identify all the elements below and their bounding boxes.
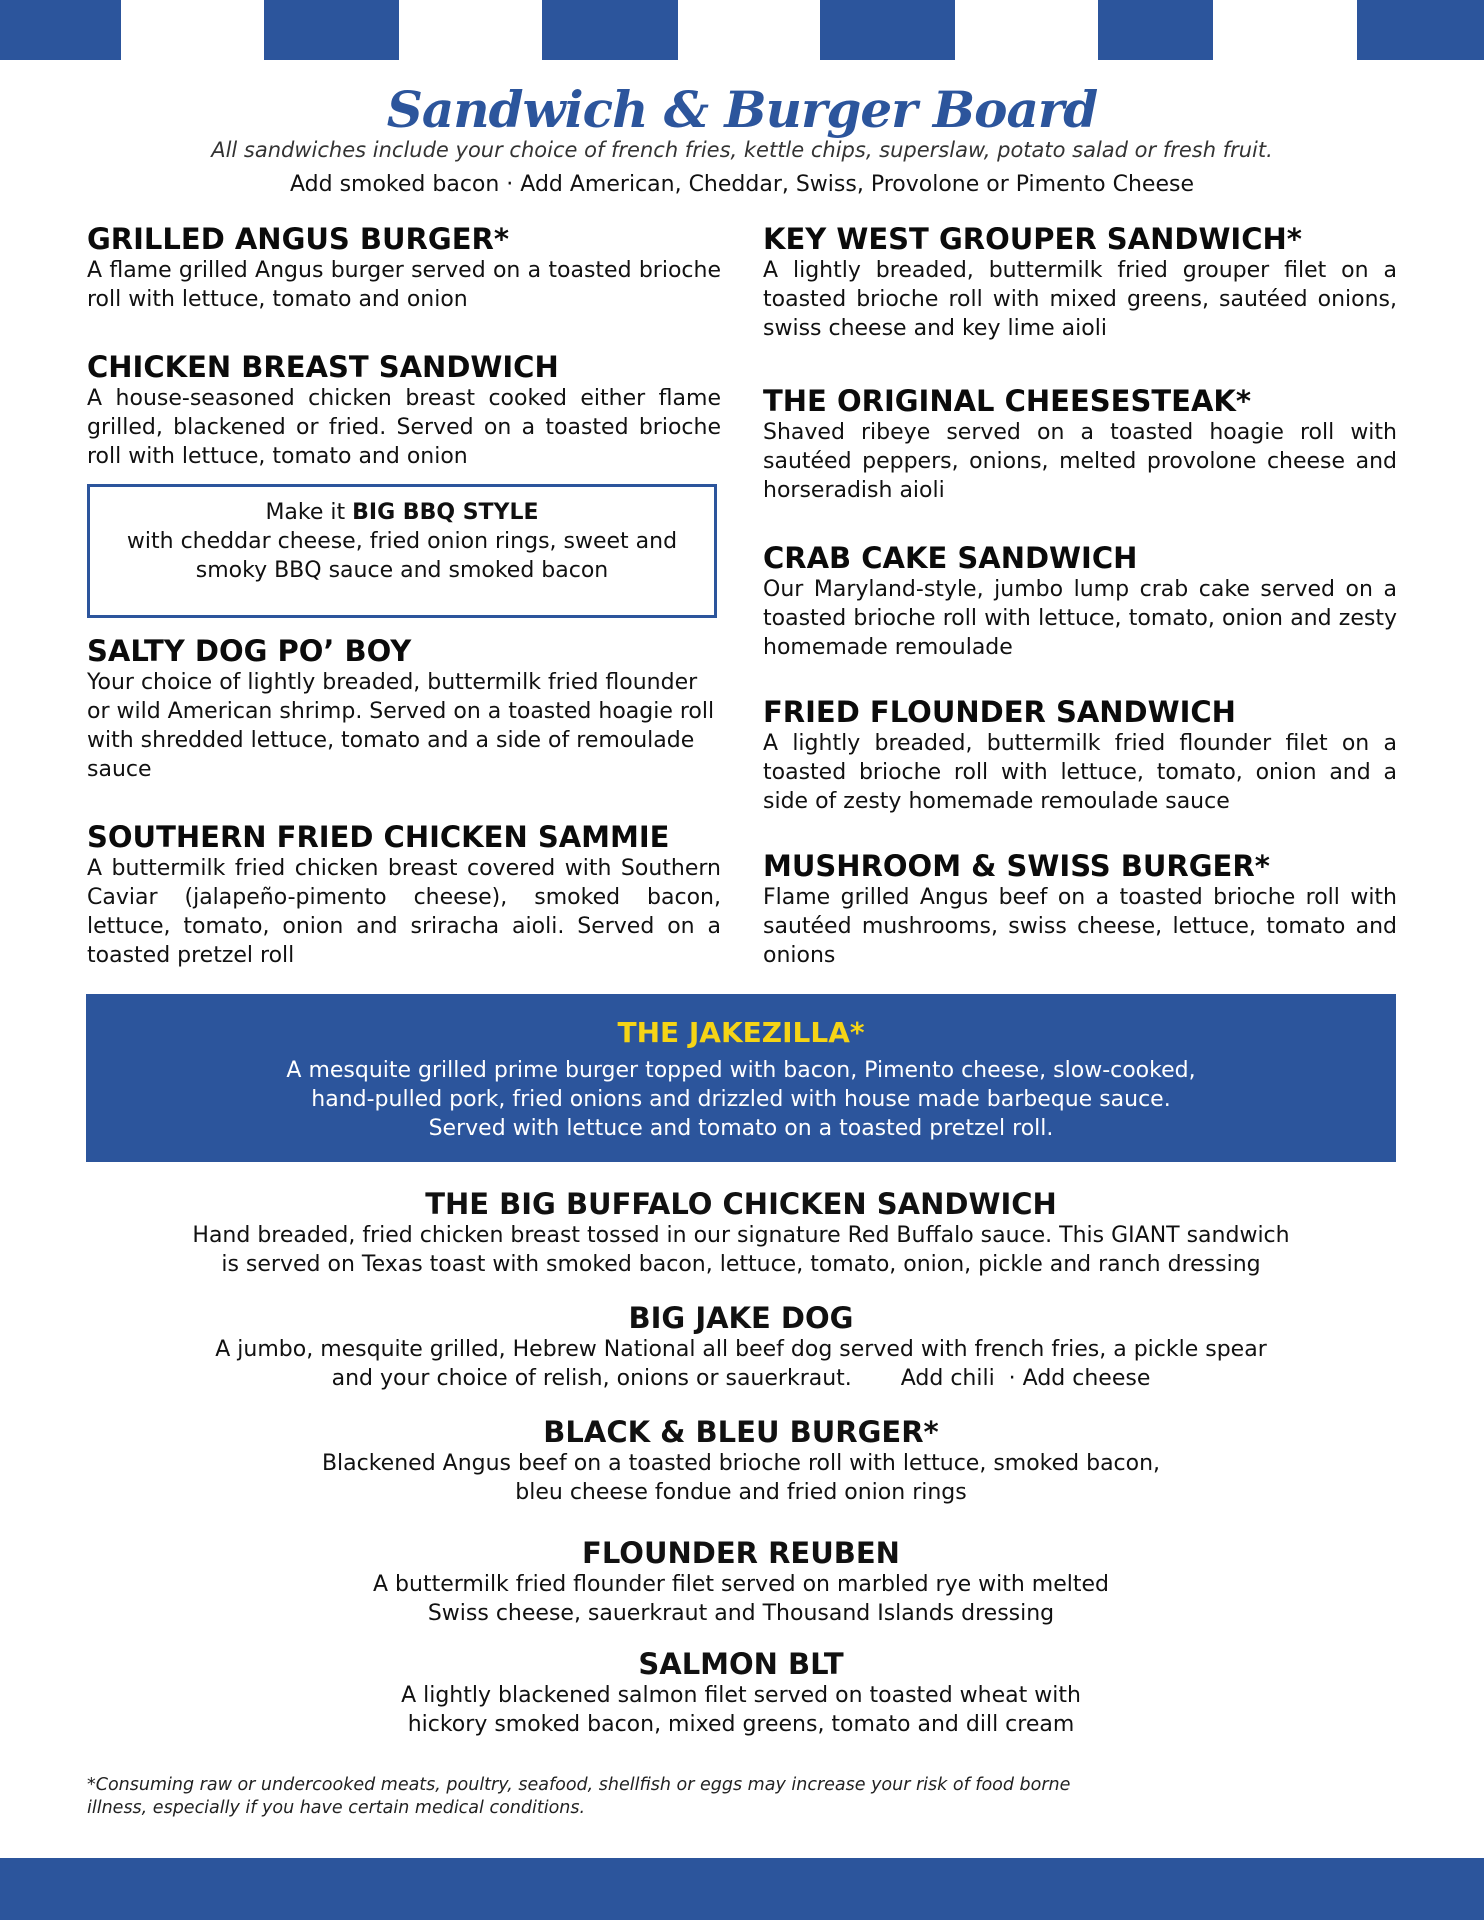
menu-item-name: FRIED FLOUNDER SANDWICH [763,695,1236,729]
menu-item-original-cheesesteak [763,384,1397,505]
menu-item-name: CHICKEN BREAST SANDWICH [87,350,559,384]
food-safety-disclaimer [87,1774,1137,1820]
addons-line: Add smoked bacon · Add American, Cheddar, Swiss, Provolone or Pimento Cheese [289,172,1195,197]
band-block [1098,0,1213,60]
bbq-callout-line3: smoky BBQ sauce and smoked bacon [195,558,609,583]
menu-item-description: A lightly breaded, buttermilk fried grouper filet on a toasted brioche roll with mixed greens, sautéed onions, swiss cheese and key lime aioli [763,258,1397,341]
menu-item-grilled-angus-burger [87,222,721,314]
disclaimer-line2: illness, especially if you have certain medical conditions. [87,1798,586,1818]
menu-item-name: BLACK & BLEU BURGER* [543,1415,939,1449]
bbq-style-callout [87,484,717,618]
menu-item-name: KEY WEST GROUPER SANDWICH* [763,222,1302,256]
menu-item-name: SOUTHERN FRIED CHICKEN SAMMIE [87,820,670,854]
bbq-callout-line1 [90,498,714,527]
menu-item-description: A house-seasoned chicken breast cooked either flame grilled, blackened or fried. Served on a toasted brioche roll with lettuce, tomato and onion [87,386,721,469]
menu-item-description: Our Maryland-style, jumbo lump crab cake served on a toasted brioche roll with lettuce, tomato, onion and zesty homemade remoulade [763,577,1397,660]
bottom-decorative-band [0,1858,1484,1920]
disclaimer-line1: *Consuming raw or undercooked meats, poultry, seafood, shellfish or eggs may increase your risk of food borne [87,1775,1071,1795]
menu-item-name: CRAB CAKE SANDWICH [763,541,1138,575]
featured-item-name: THE JAKEZILLA* [617,1016,865,1049]
featured-line3: Served with lettuce and tomato on a toasted pretzel roll. [428,1116,1054,1141]
menu-item-description-line1: A jumbo, mesquite grilled, Hebrew National all beef dog served with french fries, a pickle spear [215,1337,1267,1362]
page-subtitle: All sandwiches include your choice of french fries, kettle chips, superslaw, potato salad or fresh fruit. [211,138,1273,162]
menu-item-description-line2: is served on Texas toast with smoked bacon, lettuce, tomato, onion, pickle and ranch dressing [221,1252,1261,1277]
top-decorative-band [0,0,1484,60]
band-block [264,0,399,60]
menu-item-description: A lightly breaded, buttermilk fried flounder filet on a toasted brioche roll with lettuce, tomato, onion and a side of zesty homemade remoulade sauce [763,731,1397,814]
band-block [0,0,121,60]
band-block [542,0,678,60]
menu-item-description-line2: bleu cheese fondue and fried onion rings [515,1480,967,1505]
menu-item-salty-dog-po-boy [87,634,721,784]
menu-item-description: Shaved ribeye served on a toasted hoagie roll with sautéed peppers, onions, melted provolone cheese and horseradish aioli [763,420,1397,503]
menu-item-description: A flame grilled Angus burger served on a toasted brioche roll with lettuce, tomato and onion [87,258,721,312]
menu-item-salmon-blt [86,1647,1396,1739]
band-block [820,0,955,60]
menu-item-mushroom-swiss-burger [763,849,1397,970]
menu-item-description: Your choice of lightly breaded, buttermilk fried flounder or wild American shrimp. Served on a toasted hoagie roll with shredded lettuce, tomato and a side of remoulade sauce [87,670,715,782]
menu-item-description: A buttermilk fried chicken breast covered with Southern Caviar (jalapeño-pimento cheese), smoked bacon, lettuce, tomato, onion and sriracha aioli. Served on a toasted pretzel roll [87,856,721,968]
menu-item-name: FLOUNDER REUBEN [582,1536,900,1570]
bbq-callout-line2: with cheddar cheese, fried onion rings, sweet and [126,529,678,554]
menu-item-name: THE BIG BUFFALO CHICKEN SANDWICH [425,1187,1057,1221]
menu-item-big-buffalo-chicken-sandwich [86,1187,1396,1279]
menu-item-description-line2: Swiss cheese, sauerkraut and Thousand Islands dressing [427,1601,1055,1626]
menu-item-name: BIG JAKE DOG [628,1301,854,1335]
menu-item-name: MUSHROOM & SWISS BURGER* [763,849,1270,883]
featured-line1: A mesquite grilled prime burger topped with bacon, Pimento cheese, slow-cooked, [286,1058,1196,1083]
menu-item-description: Flame grilled Angus beef on a toasted brioche roll with sautéed mushrooms, swiss cheese, lettuce, tomato and onions [763,885,1397,968]
featured-line2: hand-pulled pork, fried onions and drizzled with house made barbeque sauce. [311,1087,1171,1112]
bbq-highlight: BIG BBQ STYLE [352,500,539,525]
page-title: Sandwich & Burger Board [386,80,1098,139]
bbq-prefix: Make it [265,500,353,525]
menu-item-description-line1: Hand breaded, fried chicken breast tossed in our signature Red Buffalo sauce. This GIANT sandwich [192,1223,1290,1248]
menu-item-description-line1: Blackened Angus beef on a toasted brioche roll with lettuce, smoked bacon, [321,1451,1161,1476]
menu-item-name: GRILLED ANGUS BURGER* [87,222,510,256]
menu-item-southern-fried-chicken-sammie [87,820,721,970]
menu-item-big-jake-dog [86,1301,1396,1393]
menu-item-chicken-breast-sandwich [87,350,721,471]
menu-item-fried-flounder-sandwich [763,695,1397,816]
menu-item-name: THE ORIGINAL CHEESESTEAK* [763,384,1252,418]
menu-item-description-line1: A buttermilk fried flounder filet served on marbled rye with melted [373,1572,1109,1597]
menu-item-crab-cake-sandwich [763,541,1397,662]
menu-item-description-line2: and your choice of relish, onions or sauerkraut. Add chili · Add cheese [331,1366,1151,1391]
band-block [1357,0,1484,60]
menu-item-description-line2: hickory smoked bacon, mixed greens, tomato and dill cream [407,1712,1075,1737]
menu-item-flounder-reuben [86,1536,1396,1628]
featured-jakezilla-banner [86,994,1396,1162]
menu-item-key-west-grouper-sandwich [763,222,1397,343]
menu-item-description-line1: A lightly blackened salmon filet served on toasted wheat with [401,1683,1081,1708]
menu-item-black-bleu-burger [86,1415,1396,1507]
menu-item-name: SALTY DOG PO’ BOY [87,634,412,668]
menu-item-name: SALMON BLT [638,1647,844,1681]
